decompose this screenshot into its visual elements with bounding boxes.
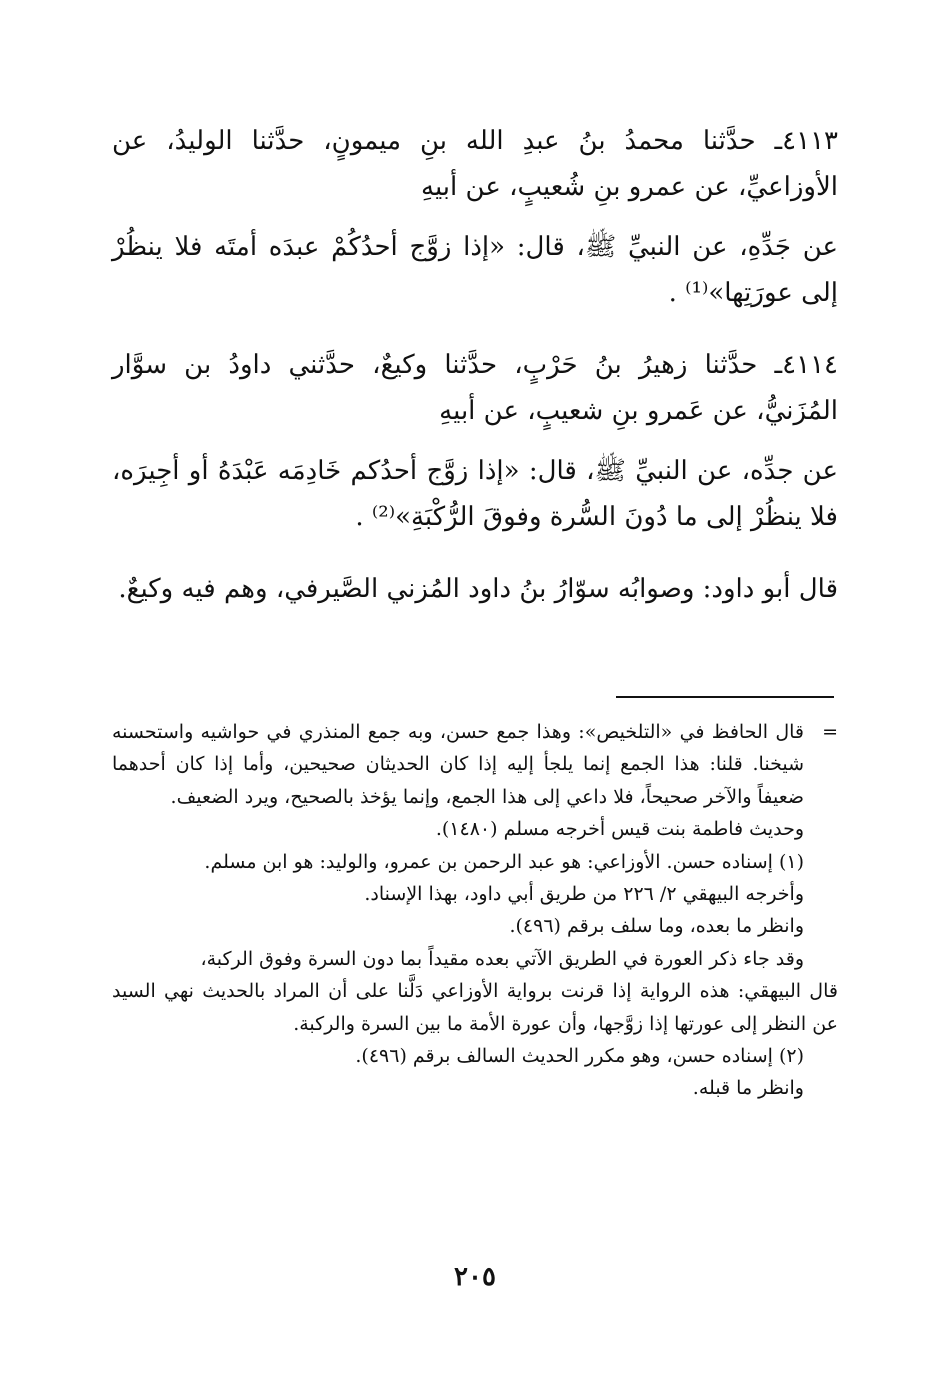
footnote-1-bayhaqi: قال البيهقي: هذه الرواية إذا قرنت برواية الأوزاعي دَلَّنا على أن المراد بالحديث نهي السيد عن النظر إلى عورتها إذا زوَّجها، وأن عورة الأمة ما بين السرة والركبة. [112, 980, 838, 1035]
footnote-continuation [112, 716, 838, 813]
continuation-mark: = [822, 721, 838, 743]
hadith-matn: عن جَدِّهِ، عن النبيِّ ﷺ، قال: «إذا زوَّج أحدُكُمْ عبدَه أمتَه فلا ينظُرْ إلى عورَتِها»⁽¹⁾ . [112, 232, 838, 308]
footnote-1-line: وقد جاء ذكر العورة في الطريق الآتي بعده مقيداً بما دون السرة وفوق الركبة، [200, 947, 804, 970]
hadith-isnad: ٤١١٣ـ حدَّثنا محمدُ بنُ عبدِ الله بنِ ميمونٍ، حدَّثنا الوليدُ، عن الأوزاعيِّ، عن عمرو بنِ شُعيبٍ، عن أبيهِ [112, 126, 838, 202]
abu-dawud-comment: قال أبو داود: وصوابُه سوّارُ بنُ داود المُزني الصَّيرفي، وهم فيه وكيعٌ. [118, 574, 838, 604]
footnote-1-line: وأخرجه البيهقي ٢/ ٢٢٦ من طريق أبي داود، بهذا الإسناد. [364, 883, 804, 906]
hadith-4114 [112, 342, 838, 540]
footnote-2-line: وانظر ما قبله. [692, 1077, 804, 1100]
footnote-1-line: (١) إسناده حسن. الأوزاعي: هو عبد الرحمن بن عمرو، والوليد: هو ابن مسلم. [204, 850, 804, 873]
hadith-matn: عن جدِّه، عن النبيِّ ﷺ، قال: «إذا زوَّج أحدُكم خَادِمَه عَبْدَهُ أو أجِيرَه، فلا ينظُرْ إلى ما دُونَ السُّرة وفوقَ الرُّكْبَةِ»⁽²⁾ . [112, 456, 838, 532]
page-number: ٢٠٥ [454, 1262, 496, 1292]
footnote-2-line: (٢) إسناده حسن، وهو مكرر الحديث السالف برقم (٤٩٦). [355, 1045, 804, 1068]
footnote-separator [616, 696, 834, 698]
main-text [112, 118, 838, 612]
hadith-isnad: ٤١١٤ـ حدَّثنا زهيرُ بنُ حَرْبٍ، حدَّثنا وكيعٌ، حدَّثني داودُ بن سوَّار المُزَنيُّ، عن عَمرو بنِ شعيبٍ، عن أبيهِ [112, 350, 838, 426]
hadith-4113 [112, 118, 838, 316]
footnote-line: وحديث فاطمة بنت قيس أخرجه مسلم (١٤٨٠). [435, 818, 804, 841]
footnotes [112, 716, 838, 1105]
footnote-1-line: وانظر ما بعده، وما سلف برقم (٤٩٦). [509, 915, 804, 938]
continuation-text: قال الحافظ في «التلخيص»: وهذا جمع حسن، وبه جمع المنذري في حواشيه واستحسنه شيخنا. قلنا: هذا الجمع إنما يلجأ إليه إذا كان الحديثان صحيحين، وأما إذا كان أحدهما ضعيفاً والآخر صحيحاً، فلا داعي إلى هذا الجمع، وإنما يؤخذ بالصحيح، ويرد الضعيف. [112, 721, 804, 808]
